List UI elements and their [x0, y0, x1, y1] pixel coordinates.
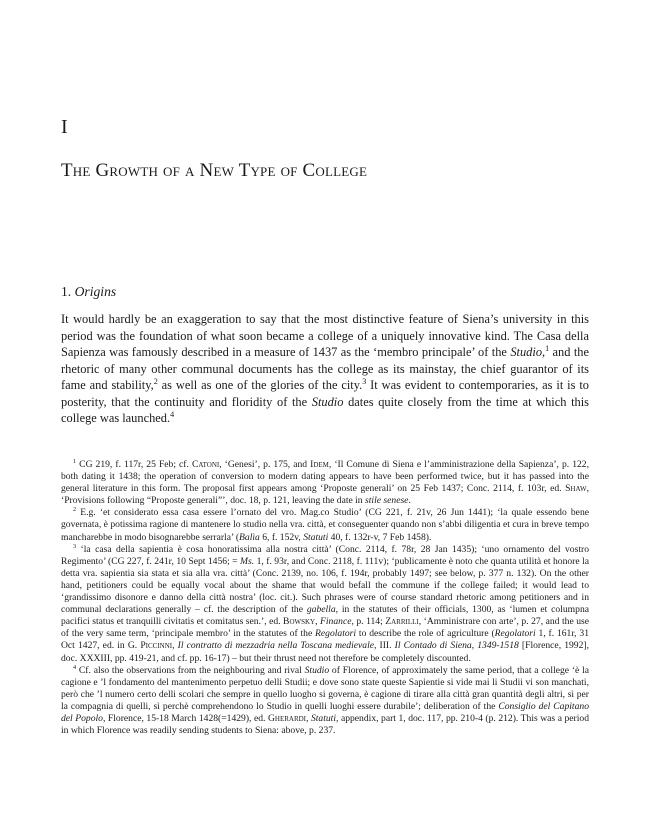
- body-paragraph: [61, 311, 589, 427]
- footnote-1: [61, 459, 589, 507]
- footnote-text: [Florence, 1992], doc. XXXIII, pp. 419-21, and cf. pp. 16-17) – but their thrust need not therefore be completely discounted.: [61, 640, 589, 664]
- footnote-ref: 1: [545, 343, 550, 353]
- footnote-text: , appendix, part 1, doc. 117, pp. 210-4 (p. 212). This was a period in which Florence was readily sending students to Siena: above, p. 237.: [61, 712, 589, 737]
- body-text-run: It would hardly be an exaggeration to say that the most distinctive feature of Siena’s university in this period was the foundation of what soon became a college of a uniquely innovative kind. The Casa della Sapienza was famously described in a measure of 1437 as the ‘membro principale’ of the: [61, 312, 589, 359]
- author-name: Idem: [310, 459, 329, 470]
- footnote-text: 40, f. 132r-v, 7 Feb 1458).: [328, 531, 432, 543]
- author-name: Gherardi: [267, 712, 307, 724]
- footnote-2: [61, 507, 589, 543]
- body-italic-run: Studio,: [510, 345, 546, 359]
- footnote-text: 1, f. 161r, 31 Oct 1427, ed. in G.: [61, 628, 589, 652]
- footnote-mark: 2: [73, 506, 77, 514]
- footnote-italic: Ms.: [240, 555, 255, 567]
- footnote-3: [61, 544, 589, 665]
- footnote-text: , ‘Il Comune di Siena e l’amministrazione della Sapienza’, p. 122, both dating it 1438; the operation of conversion to modern dating appears to have been performed twice, but it has passed into the general literature in this form. The proposal first appears among ‘Proposte generali’ on 25 Feb 1437; Conc. 2114, f. 103r, ed.: [61, 459, 589, 495]
- author-name: Bowsky: [283, 616, 316, 628]
- footnote-text: , ‘Amministrare con arte’, p. 27, and the use of the very same term, ‘principale membro’ in the statutes of the: [61, 616, 589, 640]
- footnote-italic: Consiglio del Capitano del Popolo: [61, 700, 589, 724]
- footnote-text: 6, f. 152v,: [259, 531, 304, 543]
- footnote-4: [61, 665, 589, 738]
- footnote-italic: Statuti: [303, 531, 329, 543]
- body-text-run: as well as one of the glories of the city.: [157, 378, 363, 392]
- footnote-ref: 2: [153, 376, 158, 386]
- footnote-mark: 1: [73, 457, 77, 465]
- author-name: Catoni: [191, 459, 220, 470]
- footnote-mark: 4: [73, 663, 77, 671]
- footnote-text: of Florence, of approximately the same period, that a college ‘è la cagione e ’l fondamento del mantenimento perpetuo delli Studii; e dove sono state queste Sapientie si vide mai li Studii vi son manchati, però che ’l numero certo delli scolari che sempre in quello luogho si governa, è cagione di tirare alla città gran quantità degli altri, sì per la compagnia di quelli, sì perchè comprehendono lo Studio in quelli luoghi essere durabile’; deliberation of the: [61, 664, 589, 712]
- footnote-italic: Finance: [320, 616, 352, 628]
- body-text-run: It was evident to contemporaries, as it is to posterity, that the continuity and floridity of the: [61, 378, 589, 409]
- author-name: Piccinni: [140, 640, 173, 652]
- footnote-italic: Balìa: [239, 531, 260, 543]
- footnotes: [61, 459, 589, 737]
- footnote-mark: 3: [73, 542, 77, 550]
- body-text-run: dates quite closely from the time at which this college was launched.: [61, 394, 589, 425]
- chapter-number: I: [61, 116, 68, 138]
- footnote-text: , in the statutes of their officials, 1300, as ‘lumen et columpna pacifici status et tranquilli civitatis et comitatus sen.’, ed.: [61, 604, 589, 628]
- footnote-text: ,: [306, 712, 311, 724]
- footnote-italic: Il Contado di Siena, 1349-1518: [394, 640, 519, 652]
- footnote-text: CG 219, f. 117r, 25 Feb; cf.: [76, 459, 192, 470]
- footnote-ref: 3: [362, 376, 367, 386]
- footnote-text: E.g. ‘et considerato essa casa essere l’ornato del vro. Mag.co Studio’ (CG 221, f. 21v, 26 Jun 1441); ‘la quale essendo bene governata, è potissima ragione di mantenere lo studio nella vra. città, et conseguenter quando non s’abbi diligentia et cura in breve tempo mancharebbe in modo bisognarebbe serrarla’ (: [61, 507, 589, 543]
- footnote-text: to describe the role of agriculture (: [356, 628, 495, 640]
- footnote-text: , Florence, 15-18 March 1428(=1429), ed.: [102, 712, 268, 724]
- footnote-text: ‘la casa della sapientia è cosa honoratissima alla nostra città’ (Conc. 2114, f. 78r, 28 Jan 1435); ‘uno ornamento del vostro Regimento’ (CG 227, f. 241r, 10 Sept 1456; =: [61, 543, 589, 567]
- footnote-italic: Statuti: [310, 712, 337, 724]
- footnote-italic: Regolatori: [315, 628, 357, 640]
- author-name: Shaw: [565, 483, 587, 495]
- footnote-text: 1, f. 93r, and Conc. 2118, f. 111v); ‘publicamente è noto che quanta utilità et honore la detta vra. sapientia sia stata et sia alla vra. città’ (Conc. 2139, no. 106, f. 194r, probably 1497; see below, p. 377 n. 132). On the other hand, petitioners could be equally vocal about the shame that would befall the commune if the college failed; it would lead to ‘grandissimo disonore e danno della città nostra’ (loc. cit.). Such phrases were of course standard rhetoric among petitioners and in communal declarations generally – cf. the description of the: [61, 555, 589, 616]
- footnote-italic: Il contratto di mezzadria nella Toscana medievale: [177, 640, 375, 652]
- body-italic-run: Studio: [311, 394, 344, 409]
- section-title: Origins: [74, 284, 117, 299]
- footnote-text: Cf. also the observations from the neighbouring and rival: [76, 664, 305, 676]
- footnote-text: ,: [172, 640, 178, 652]
- footnote-text: , ‘Provisions following “Proposte generali”’, doc. 18, p. 121, leaving the date in: [61, 483, 589, 507]
- footnote-text: ,: [315, 616, 321, 628]
- body-text-run: and the rhetoric of many other communal documents has the college as its mainstay, the chief guarantor of its fame and stability,: [61, 345, 589, 392]
- footnote-text: .: [408, 495, 411, 507]
- author-name: Zarrilli: [385, 616, 419, 628]
- section-heading: [61, 284, 116, 300]
- footnote-italic: gabella: [306, 604, 336, 616]
- footnote-italic: stile senese: [365, 495, 409, 507]
- footnote-text: , p. 114;: [351, 616, 386, 628]
- footnote-text: , III.: [374, 640, 395, 652]
- footnote-ref: 4: [170, 409, 175, 419]
- footnote-text: , ‘Genesi’, p. 175, and: [219, 459, 311, 470]
- chapter-title: The Growth of a New Type of College: [61, 160, 368, 181]
- footnote-italic: Studio: [304, 664, 330, 676]
- section-number: 1.: [61, 284, 72, 299]
- footnote-italic: Regolatori: [494, 628, 536, 640]
